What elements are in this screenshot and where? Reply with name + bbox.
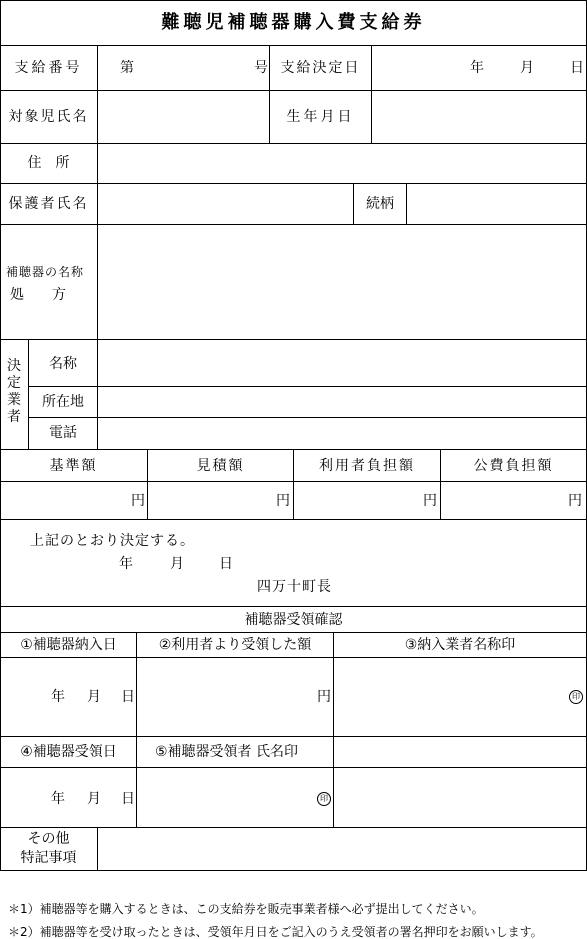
issuer-name: 四万十町長 xyxy=(257,579,332,595)
rule xyxy=(0,632,587,633)
other-label-line1: その他 xyxy=(27,831,70,847)
decided-vendor-label xyxy=(6,358,22,426)
device-prescription-field[interactable] xyxy=(98,225,586,339)
guardian-name-field[interactable] xyxy=(98,184,353,224)
address-field[interactable] xyxy=(98,144,586,183)
standard-amount-header: 基準額 xyxy=(49,458,98,474)
receipt-date-field[interactable] xyxy=(1,768,136,827)
child-name-field[interactable] xyxy=(98,91,269,143)
prescription-label: 処 方 xyxy=(10,287,66,303)
birth-date-label: 生年月日 xyxy=(286,109,355,125)
month-label: 月 xyxy=(520,60,534,76)
child-name-label: 対象児氏名 xyxy=(8,109,89,125)
vendor-char: 決 xyxy=(7,358,21,374)
rule xyxy=(0,0,587,1)
form-title: 難聴児補聴器購入費支給券 xyxy=(161,12,426,33)
yen-unit: 円 xyxy=(423,493,437,509)
user-burden-field[interactable] xyxy=(294,482,440,519)
estimate-amount-header: 見積額 xyxy=(196,458,245,474)
blank-cell xyxy=(334,768,586,827)
decision-statement: 上記のとおり決定する。 xyxy=(30,533,195,549)
footnote-1: ＊1）補聴器等を購入するときは、この支給券を販売事業者様へ必ず提出してください。 xyxy=(8,902,484,916)
yen-unit: 円 xyxy=(131,493,145,509)
receiver-name-label: ⑤補聴器受領者 氏名印 xyxy=(155,744,299,760)
receipt-section-title: 補聴器受領確認 xyxy=(244,612,343,628)
yen-unit: 円 xyxy=(276,493,290,509)
month-label: 月 xyxy=(87,791,101,807)
vendor-char: 業 xyxy=(7,392,21,408)
footnote-2: ＊2）補聴器等を受け取ったときは、受領年月日をご記入のうえ受領者の署名押印をお願いします。 xyxy=(8,925,543,939)
special-notes-field[interactable] xyxy=(98,828,586,870)
payment-number-field[interactable] xyxy=(98,46,269,90)
received-amount-field[interactable] xyxy=(137,658,333,736)
vendor-seal-field[interactable] xyxy=(334,658,586,736)
vendor-char: 定 xyxy=(7,375,21,391)
seal-mark-icon: 印 xyxy=(317,792,331,806)
blank-cell xyxy=(334,737,586,767)
year-label: 年 xyxy=(51,689,65,705)
vendor-phone-label: 電話 xyxy=(49,425,77,441)
delivery-date-field[interactable] xyxy=(1,658,136,736)
yen-unit: 円 xyxy=(317,689,331,705)
device-name-label: 補聴器の名称 xyxy=(6,265,85,279)
dai-label: 第 xyxy=(120,60,134,76)
seal-mark-icon: 印 xyxy=(569,690,583,704)
day-label: 日 xyxy=(121,791,135,807)
rule xyxy=(0,606,587,607)
yen-unit: 円 xyxy=(568,493,582,509)
vendor-location-field[interactable] xyxy=(98,387,586,417)
year-label: 年 xyxy=(51,791,65,807)
vendor-char: 者 xyxy=(7,409,21,425)
receiver-seal-field[interactable] xyxy=(137,768,333,827)
birth-date-field[interactable] xyxy=(372,91,586,143)
decision-date-field[interactable] xyxy=(372,46,586,90)
year-label: 年 xyxy=(470,60,484,76)
decision-day-label: 日 xyxy=(219,556,233,572)
day-label: 日 xyxy=(121,689,135,705)
go-label: 号 xyxy=(254,60,268,76)
other-label-line2: 特記事項 xyxy=(20,850,77,866)
rule xyxy=(0,519,587,520)
relationship-label: 続柄 xyxy=(366,196,394,212)
vendor-seal-label: ③納入業者名称印 xyxy=(404,637,516,653)
day-label: 日 xyxy=(570,60,584,76)
relationship-field[interactable] xyxy=(407,184,586,224)
vendor-phone-field[interactable] xyxy=(98,418,586,449)
decision-year-label: 年 xyxy=(119,556,133,572)
delivery-date-label: ①補聴器納入日 xyxy=(20,637,117,653)
decision-date-label: 支給決定日 xyxy=(280,60,361,76)
payment-number-label: 支給番号 xyxy=(14,60,83,76)
month-label: 月 xyxy=(87,689,101,705)
received-amount-label: ②利用者より受領した額 xyxy=(158,637,312,653)
decision-month-label: 月 xyxy=(170,556,184,572)
standard-amount-field[interactable] xyxy=(1,482,147,519)
vendor-name-label: 名称 xyxy=(49,356,77,372)
vendor-name-field[interactable] xyxy=(98,340,586,386)
vendor-location-label: 所在地 xyxy=(42,394,84,410)
address-label: 住 所 xyxy=(27,155,70,171)
public-burden-header: 公費負担額 xyxy=(473,458,554,474)
receipt-date-label: ④補聴器受領日 xyxy=(20,744,117,760)
rule xyxy=(0,0,1,871)
public-burden-field[interactable] xyxy=(441,482,586,519)
user-burden-header: 利用者負担額 xyxy=(319,458,415,474)
estimate-amount-field[interactable] xyxy=(148,482,293,519)
guardian-name-label: 保護者氏名 xyxy=(8,196,89,212)
rule xyxy=(0,870,587,871)
